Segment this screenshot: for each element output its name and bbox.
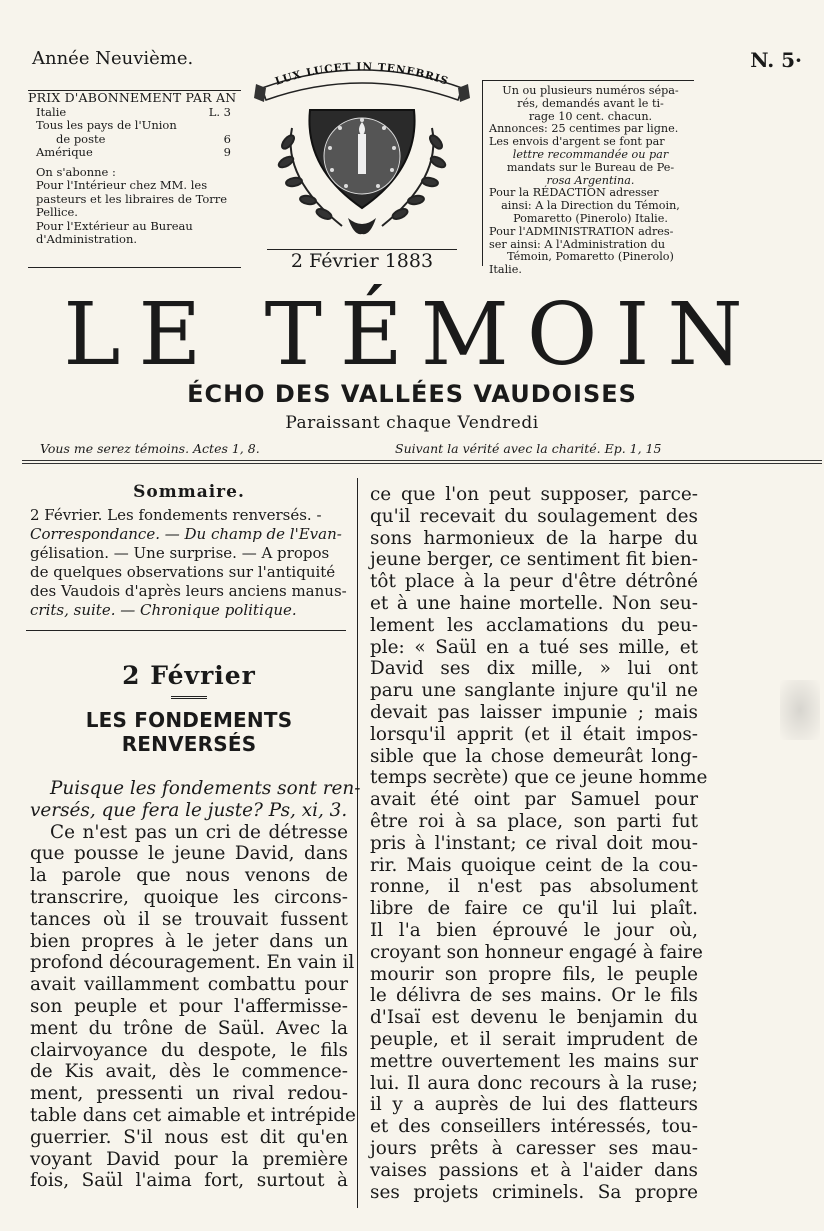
section-rule: [26, 630, 346, 631]
newspaper-title: LE TÉMOIN: [63, 285, 761, 385]
ornament-rule: [171, 696, 207, 702]
notices-box: Un ou plusieurs numéros sépa- rés, demandés avant le ti- rage 10 cent. chacun. Annonces: 25 centimes par ligne. Les envois d'argent se font par lettre recommandée ou par mandats sur le Bureau de Pe- rosa Argentina. Pour la RÉDACTION adresser ainsi: A la Direction du Témoin, Pomaretto (Pinerolo) Italie. Pour l'ADMINISTRATION adres- ser ainsi: A l'Administration du Témoin, Pomaretto (Pinerolo) Italie.: [482, 80, 694, 266]
subscription-row: Italie L. 3: [36, 104, 231, 119]
article-date-heading: 2 Février: [122, 661, 256, 690]
subscription-row: de poste 6: [56, 131, 231, 146]
column-divider: [357, 478, 358, 1208]
subscribe-exterior: Pour l'Extérieur au Bureau d'Administration.: [36, 218, 193, 246]
motto-right: Suivant la vérité avec la charité. Ep. 1, 15: [395, 441, 662, 456]
publication-frequency: Paraissant chaque Vendredi: [285, 413, 539, 433]
motto-left: Vous me serez témoins. Actes 1, 8.: [40, 441, 260, 456]
subscribe-interior: Pour l'Intérieur chez MM. les pasteurs et les libraires de Torre Pellice.: [36, 178, 228, 219]
subscription-row: Tous les pays de l'Union: [36, 118, 177, 132]
article-title: LES FONDEMENTS RENVERSÉS: [85, 708, 293, 756]
article-epigraph: Puisque les fondements sont ren- versés, que fera le juste? Ps, xi, 3.: [30, 778, 361, 821]
masthead-rule: [22, 463, 822, 464]
emblem-seal: [252, 58, 472, 250]
article-body-left: Ce n'est pas un cri de détresse que pousse le jeune David, dans la parole que nous venons de transcrire, quoique les circons- tances où il se trouvait fussent bien propres à le jeter dans un profond découragement. En vain il avait vaillamment combattu pour son peuple et pour l'affermisse- ment du trône de Saül. Avec la clairvoyance du despote, le fils de Kis avait, dès le commence- ment, pressenti un rival redou- table dans cet aimable et intrépide guerrier. S'il nous est dit qu'en voyant David pour la première fois, Saül l'aima fort, surtout à: [30, 821, 356, 1192]
sommaire-heading: Sommaire.: [133, 482, 245, 502]
subscription-title: PRIX D'ABONNEMENT PAR AN: [28, 90, 237, 105]
issue-number: N. 5·: [750, 48, 802, 72]
masthead-rule: [22, 460, 822, 461]
subscription-row: Amérique 9: [36, 145, 231, 159]
issue-date: 2 Février 1883: [267, 249, 457, 272]
subscription-box: [28, 90, 241, 268]
paper-smudge: [780, 680, 820, 740]
year-label: Année Neuvième.: [32, 48, 194, 69]
left-column: [30, 482, 361, 1192]
article-body-right: ce que l'on peut supposer, parce- qu'il recevait du soulagement des sons harmonieux de la harpe du jeune berger, ce sentiment fit bien- tôt place à la peur d'être détrôné et à une haine mortelle. Non seu- lement les acclamations du peu- ple: « Saül en a tué ses mille, et David ses dix mille, » lui ont paru une sanglante injure qu'il ne devait pas laisser impunie ; mais lorsqu'il apprit (et il était impos- sible que la chose demeurât long- temps secrète) que ce jeune homme avait été oint par Samuel pour être roi à sa place, son parti fut pris à l'instant; ce rival doit mou- rir. Mais quoique ceint de la cou- ronne, il n'est pas absolument libre de faire ce qu'il lui plaît. Il l'a bien éprouvé le jour où, croyant son honneur engagé à faire mourir son propre fils, le peuple le délivra de ses mains. Or le fils d'Isaï est devenu le benjamin du peuple, et il serait imprudent de mettre ouvertement les mains sur lui. Il aura donc recours à la ruse; il y a auprès de lui des flatteurs et des conseillers intéressés, tou- jours prêts à caresser ses mau- vaises passions et à l'aider dans ses projets criminels. Sa propre: [370, 484, 708, 1203]
sommaire-body: 2 Février. Les fondements renversés. - Correspondance. — Du champ de l'Evan- gélisation. — Une surprise. — A propos de quelques observations sur l'antiquité des Vaudois d'après leurs anciens manus- crits, suite. — Chronique politique.: [30, 506, 347, 619]
subscribe-label: On s'abonne :: [36, 164, 116, 179]
newspaper-subtitle: ÉCHO DES VALLÉES VAUDOISES: [187, 380, 637, 408]
emblem-ribbon-text: LUX LUCET IN TENEBRIS: [273, 60, 451, 88]
